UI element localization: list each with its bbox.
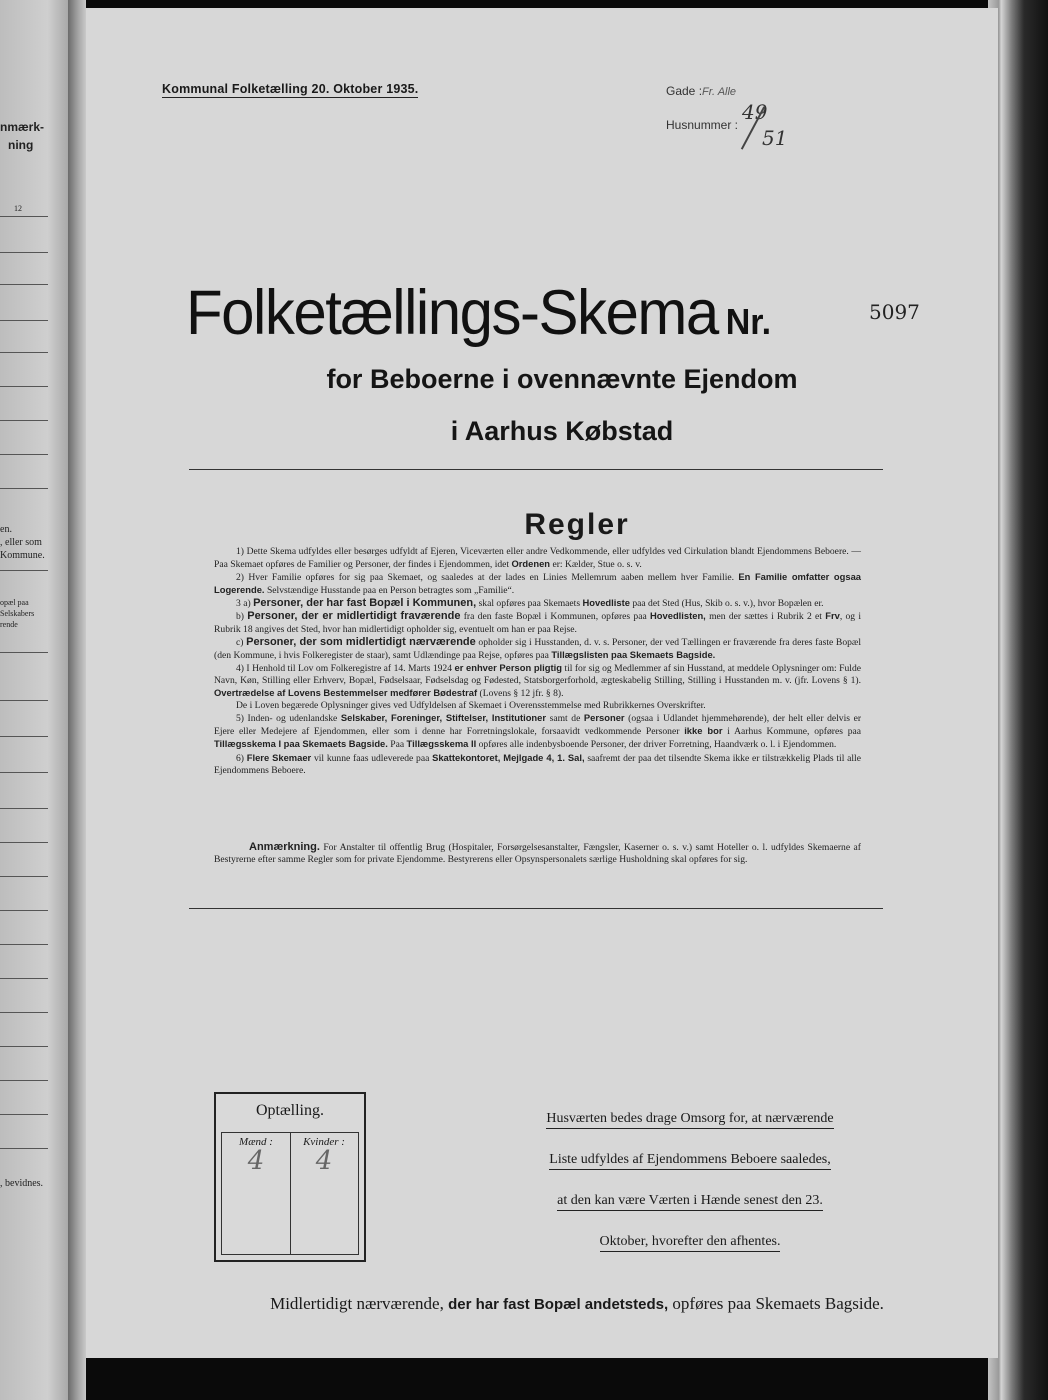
left-page-rule (0, 700, 48, 701)
left-page-rule (0, 842, 48, 843)
left-page-fragment: 12 (14, 204, 22, 213)
form-title-main: Folketællings-Skema (186, 277, 718, 348)
women-label: Kvinder : (303, 1136, 345, 1148)
form-subtitle-2: i Aarhus Købstad (450, 416, 674, 446)
left-page-rule (0, 570, 48, 571)
rule-3b: b) Personer, der er midlertidigt fraværende fra den faste Bopæl i Kommunen, opføres paa Hovedlisten, men der sættes i Rubrik 2 et Frv, og i Rubrik 18 angives det Sted, hvor han midlertidigt opholder sig, eventuelt om han er paa Rejse. (214, 610, 862, 635)
left-page-rule (0, 420, 48, 421)
remark-section (214, 841, 861, 866)
left-page-rule (0, 1046, 48, 1047)
left-page-rule (0, 1114, 48, 1115)
notice-line: Liste udfyldes af Ejendommens Beboere saaledes, (549, 1152, 830, 1170)
left-page-fragment: opæl paa (0, 598, 29, 607)
left-page-fragment: , bevidnes. (0, 1178, 44, 1189)
rule-4: 4) I Henhold til Lov om Folkeregistre af 14. Marts 1924 er enhver Person pligtig til for sig og Medlemmer af sin Husstand, at meddele Oplysninger om: Fulde Navn, Køn, Stilling eller Erhverv, Bopæl, Fødselsaar, Fødselsdag og Fødested, Statsborgerforhold, ægteskabelig Stilling, Stilling i Husstanden m. v. (jfr. Lovens § 1). Overtrædelse af Lovens Bestemmelser medfører Bødestraf (Lovens § 12 jfr. § 8). (214, 661, 861, 700)
left-page-rule (0, 736, 48, 737)
rule-1: 1) Dette Skema udfyldes eller besørges udfyldt af Ejeren, Viceværten eller andre Vedkommende, eller udfyldes ved Cirkulation blandt Ejendommens Beboere. — Paa Skemaet opføres de Familier og Personer, der findes i Ejendommen, idet Ordenen er: Kælder, Stue o. s. v. (214, 546, 861, 571)
left-page-rule (0, 386, 48, 387)
rule-4-note: De i Loven begærede Oplysninger gives ved Udfyldelsen af Skemaet i Overensstemmelse med Rubrikkernes Overskrifter. (236, 700, 706, 712)
left-page-rule (0, 876, 48, 877)
left-page-rule (0, 284, 48, 285)
street-label: Gade : (666, 84, 703, 98)
left-page-fragment: , eller som (0, 537, 42, 548)
men-label: Mænd : (239, 1136, 273, 1148)
rules-text (214, 546, 861, 777)
census-heading: Kommunal Folketælling 20. Oktober 1935. (162, 82, 419, 96)
left-page-rule (0, 252, 48, 253)
street-value: Fr. Alle (702, 86, 737, 98)
notice-line: Husværten bedes drage Omsorg for, at nærværende (546, 1111, 833, 1129)
left-page-rule (0, 454, 48, 455)
remark-label: Anmærkning. (249, 841, 320, 853)
left-page-rule (0, 216, 48, 217)
left-page-rule (0, 978, 48, 979)
count-men-column (222, 1133, 291, 1254)
rule-5: 5) Inden- og udenlandske Selskaber, Foreninger, Stiftelser, Institutioner samt de Personer (ogsaa i Udlandet hjemmehørende), der helt eller delvis er Ejere eller Medejere af Ejendommen, eller som i denne har Forretningslokale, forsaavidt vedkommende Personer ikke bor i Aarhus Kommune, opføres paa Tillægsskema I paa Skemaets Bagside. Paa Tillægsskema II opføres alle indenbysboende Personer, der driver Forretning, Haandværk o. l. i Ejendommen. (214, 712, 862, 751)
left-facing-page (0, 0, 68, 1400)
street-field (666, 84, 736, 98)
men-count: 4 (247, 1146, 265, 1176)
rule-2: 2) Hver Familie opføres for sig paa Skemaet, og saaledes at der lades en Linies Mellemrum aaben mellem hver Familie. En Familie omfatter ogsaa Logerende. Selvstændige Husstande paa en Person betragtes som „Familie“. (214, 571, 861, 597)
left-page-rule (0, 1080, 48, 1081)
left-page-rule (0, 1012, 48, 1013)
divider-top (189, 469, 883, 470)
notice-line: Oktober, hvorefter den afhentes. (600, 1234, 781, 1252)
notice-line: at den kan være Værten i Hænde senest den 23. (557, 1193, 823, 1211)
left-page-fragment: rende (0, 620, 18, 629)
form-nr-label: Nr. (725, 302, 772, 343)
left-page-fragment: Selskabers (0, 609, 35, 618)
left-page-rule (0, 772, 48, 773)
book-gutter (68, 0, 86, 1400)
left-page-fragment: Kommune. (0, 550, 45, 561)
house-number-field (666, 118, 738, 132)
left-page-rule (0, 1148, 48, 1149)
count-women-column (290, 1133, 358, 1254)
census-form-page (86, 8, 998, 1358)
house-number-handwritten-1: 49 (742, 100, 768, 124)
form-title (186, 276, 771, 348)
house-number-label: Husnummer : (666, 118, 739, 132)
footer-note: Midlertidigt nærværende, der har fast Bopæl andetsteds, opføres paa Skemaets Bagside. (270, 1294, 884, 1313)
house-number-handwritten-2: 51 (762, 126, 788, 150)
left-page-rule (0, 352, 48, 353)
left-page-rule (0, 808, 48, 809)
left-page-fragment: ning (8, 138, 34, 152)
remark-text: Anmærkning. For Anstalter til offentlig Brug (Hospitaler, Forsørgelsesanstalter, Fængsler, Kaserner o. s. v.) samt Hoteller o. l. udfyldes Skemaerne af Bestyrerne efter samme Regler som for private Ejendomme. Bestyrerens eller Opsynspersonalets særlige Husholdning skal opføres for sig. (214, 841, 861, 866)
count-box (214, 1092, 366, 1262)
women-count: 4 (315, 1146, 333, 1176)
form-subtitle-1: for Beboerne i ovennævnte Ejendom (326, 364, 798, 394)
left-page-rule (0, 652, 48, 653)
left-page-rule (0, 488, 48, 489)
left-page-fragment: en. (0, 524, 12, 535)
rule-6: 6) Flere Skemaer vil kunne faas udleverede paa Skattekontoret, Mejlgade 4, 1. Sal, saafremt der paa det tilsendte Skema ikke er tilstrækkelig Plads til alle Ejendommens Beboere. (214, 751, 861, 776)
count-heading: Optælling. (255, 1102, 324, 1119)
left-page-rule (0, 320, 48, 321)
left-page-rule (0, 944, 48, 945)
rule-3c: c) Personer, der som midlertidigt nærværende opholder sig i Husstanden, d. v. s. Personer, der ved Tællingen er fraværende fra deres faste Bopæl (den Kommune, i hvis Folkeregister de staar), samt Udlændinge paa Rejse, opføres paa Tillægslisten paa Skemaets Bagside. (214, 635, 861, 661)
left-page-fragment: nmærk- (0, 120, 45, 134)
landlord-notice (522, 1098, 858, 1262)
left-page-rule (0, 910, 48, 911)
form-number: 5097 (869, 300, 920, 324)
divider-bottom (189, 908, 883, 909)
count-table (221, 1132, 359, 1255)
rule-3a: 3 a) Personer, der har fast Bopæl i Kommunen, skal opføres paa Skemaets Hovedliste paa det Sted (Hus, Skib o. s. v.), hvor Bopælen er. (236, 597, 824, 610)
rules-heading: Regler (524, 508, 630, 541)
